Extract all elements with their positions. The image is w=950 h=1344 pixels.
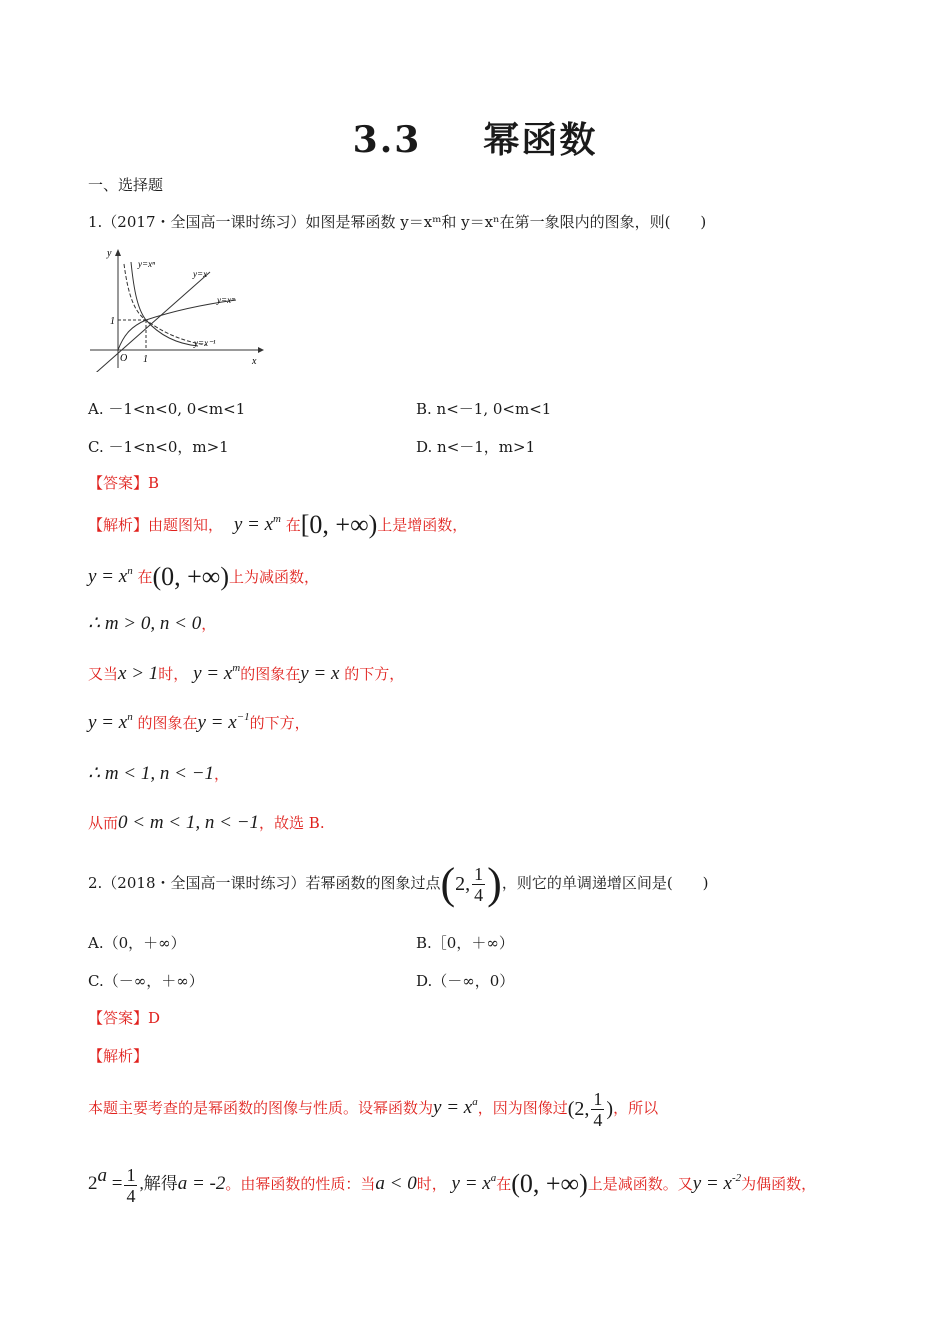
analysis-text: 又当 — [88, 665, 119, 683]
math-exp: m — [273, 513, 281, 525]
math-base: 2 — [88, 1173, 98, 1194]
q2-stem-text: ，则它的单调递增区间是( ) — [501, 874, 709, 892]
math-eq: y = x — [88, 566, 128, 587]
q2-stem-text: 2.（2018・全国高一课时练习）若幂函数的图象过点 — [88, 874, 441, 892]
math-eq: y = x — [692, 1173, 732, 1194]
math-expression — [88, 1165, 123, 1194]
title-number: 3.3 — [352, 119, 422, 161]
q2-analysis-line-2 — [88, 1162, 816, 1206]
math-expression: ∴ m > 0, n < 0 — [88, 613, 202, 634]
origin-label: O — [120, 353, 128, 364]
curve-label-inverse: y=x⁻¹ — [194, 338, 216, 348]
q1-option-a[interactable]: A. －1<n<0, 0<m<1 — [88, 400, 246, 418]
analysis-text: 在 — [137, 568, 153, 586]
paren-close: ) — [487, 859, 502, 908]
math-text: ,解得 — [139, 1174, 178, 1193]
math-expression — [88, 566, 133, 587]
fraction-denominator: 4 — [126, 1185, 136, 1206]
fraction-numerator: 1 — [126, 1164, 136, 1185]
analysis-text: 的图象在 — [240, 665, 301, 683]
q2-option-b[interactable]: B.［0，＋∞） — [416, 934, 514, 952]
analysis-text: 上为减函数， — [229, 568, 320, 586]
q1-power-function-graph — [86, 242, 266, 372]
math-eq: y = x — [233, 514, 273, 535]
math-eq: y = x — [197, 712, 237, 733]
analysis-text: 本题主要考查的是幂函数的图像与性质。设幂函数为 — [88, 1099, 434, 1117]
q1-stem: 1.（2017・全国高一课时练习）如图是幂函数 y＝xᵐ和 y＝xⁿ在第一象限内的图象，则( ) — [88, 213, 707, 231]
math-eq: y = x — [451, 1173, 491, 1194]
section-heading: 一、选择题 — [88, 176, 164, 194]
math-expression — [88, 712, 133, 733]
math-expression: a = -2 — [177, 1173, 226, 1194]
math-exp: m — [232, 662, 241, 674]
q1-answer: 【答案】B — [88, 474, 160, 492]
analysis-text: ， — [201, 615, 217, 633]
fraction-denominator: 4 — [474, 884, 484, 905]
y-axis-label: y — [107, 248, 112, 259]
q1-option-c[interactable]: C. －1<n<0，m>1 — [88, 438, 229, 456]
equation-fraction — [124, 1165, 137, 1206]
analysis-text: 的图象在 — [137, 714, 198, 732]
q1-analysis-line-6 — [88, 762, 229, 785]
math-eq: y = x — [193, 663, 233, 684]
curve-label-n: y=xⁿ — [138, 259, 155, 269]
math-expression — [193, 663, 240, 684]
analysis-text: ， — [214, 765, 230, 783]
analysis-text: 的下方， — [249, 714, 310, 732]
math-exp: a — [490, 1172, 497, 1184]
analysis-text: 上是减函数。又 — [587, 1175, 693, 1193]
math-expression — [693, 1173, 741, 1194]
analysis-text: 在 — [285, 516, 301, 534]
q1-analysis-line-5 — [88, 712, 310, 734]
analysis-text: 时， — [416, 1175, 447, 1193]
math-expression: x > 1 — [118, 663, 159, 684]
math-exp: -2 — [731, 1172, 742, 1184]
math-point: (2, — [567, 1098, 590, 1120]
q1-option-d[interactable]: D. n<－1，m>1 — [416, 438, 536, 456]
x-axis-arrow-icon — [258, 347, 264, 353]
q1-option-b[interactable]: B. n<－1, 0<m<1 — [416, 400, 552, 418]
analysis-text: 在 — [496, 1175, 512, 1193]
math-interval: (0, +∞) — [511, 1169, 588, 1198]
math-point: ) — [606, 1098, 614, 1120]
q1-analysis-line-7 — [88, 812, 325, 834]
title-name: 幂函数 — [483, 119, 598, 161]
page-title — [0, 112, 950, 163]
analysis-text: ，所以 — [613, 1099, 659, 1117]
math-expression — [452, 1173, 497, 1194]
fraction-numerator: 1 — [593, 1088, 603, 1109]
math-expression: ∴ m < 1, n < −1 — [88, 763, 215, 784]
math-exp: n — [127, 565, 133, 577]
analysis-text: 上是增函数， — [377, 516, 468, 534]
math-exp: a — [472, 1096, 478, 1108]
analysis-label: 【解析】 — [88, 516, 149, 534]
math-exp: a — [97, 1165, 107, 1186]
analysis-text: 由题图知， — [148, 516, 224, 534]
analysis-text: 时， — [158, 665, 189, 683]
math-expression — [433, 1097, 478, 1118]
analysis-text: 的下方， — [344, 665, 405, 683]
math-expression — [234, 514, 281, 535]
y-axis-arrow-icon — [115, 249, 121, 256]
q2-analysis-line-1 — [88, 1086, 658, 1131]
math-expression: y = x — [300, 663, 340, 684]
math-eq: = — [111, 1173, 123, 1194]
analysis-text: 。由幂函数的性质：当 — [225, 1175, 376, 1193]
math-expression: a < 0 — [375, 1173, 417, 1194]
curve-label-m: y=xᵐ — [217, 295, 235, 305]
q2-answer: 【答案】D — [88, 1009, 161, 1027]
math-exp: n — [127, 711, 133, 723]
point-fraction — [591, 1089, 604, 1130]
q1-analysis-line-2 — [88, 562, 319, 592]
tick-label-y-1: 1 — [110, 316, 115, 327]
point-x: 2, — [455, 873, 471, 895]
paren-open: ( — [440, 859, 456, 908]
point-fraction — [472, 864, 485, 905]
fraction-denominator: 4 — [593, 1109, 603, 1130]
analysis-text: 从而 — [88, 814, 119, 832]
q2-option-a[interactable]: A.（0，＋∞） — [88, 934, 186, 952]
math-interval: (0, +∞) — [152, 562, 229, 591]
q2-analysis-label: 【解析】 — [88, 1047, 149, 1065]
math-eq: y = x — [88, 712, 128, 733]
q1-analysis-line-3 — [88, 612, 216, 635]
analysis-text: ，故选 B. — [259, 814, 325, 832]
q2-option-d[interactable]: D.（－∞，0） — [416, 972, 515, 990]
q1-analysis-line-4 — [88, 663, 404, 685]
tick-label-x-1: 1 — [143, 354, 148, 365]
math-interval: [0, +∞) — [300, 510, 378, 539]
q2-stem — [88, 858, 709, 909]
curve-y-equals-x — [90, 272, 210, 372]
analysis-text: ，因为图像过 — [477, 1099, 568, 1117]
q2-option-c[interactable]: C.（－∞，＋∞） — [88, 972, 204, 990]
math-expression: 0 < m < 1, n < −1 — [118, 812, 260, 833]
math-eq: y = x — [433, 1097, 473, 1118]
q1-analysis-line-1 — [88, 510, 467, 540]
math-expression — [197, 712, 249, 733]
x-axis-label: x — [252, 356, 257, 367]
fraction-numerator: 1 — [474, 863, 484, 884]
analysis-text: 为偶函数， — [741, 1175, 817, 1193]
curve-label-x: y=x — [193, 269, 208, 279]
math-exp: −1 — [236, 711, 250, 723]
